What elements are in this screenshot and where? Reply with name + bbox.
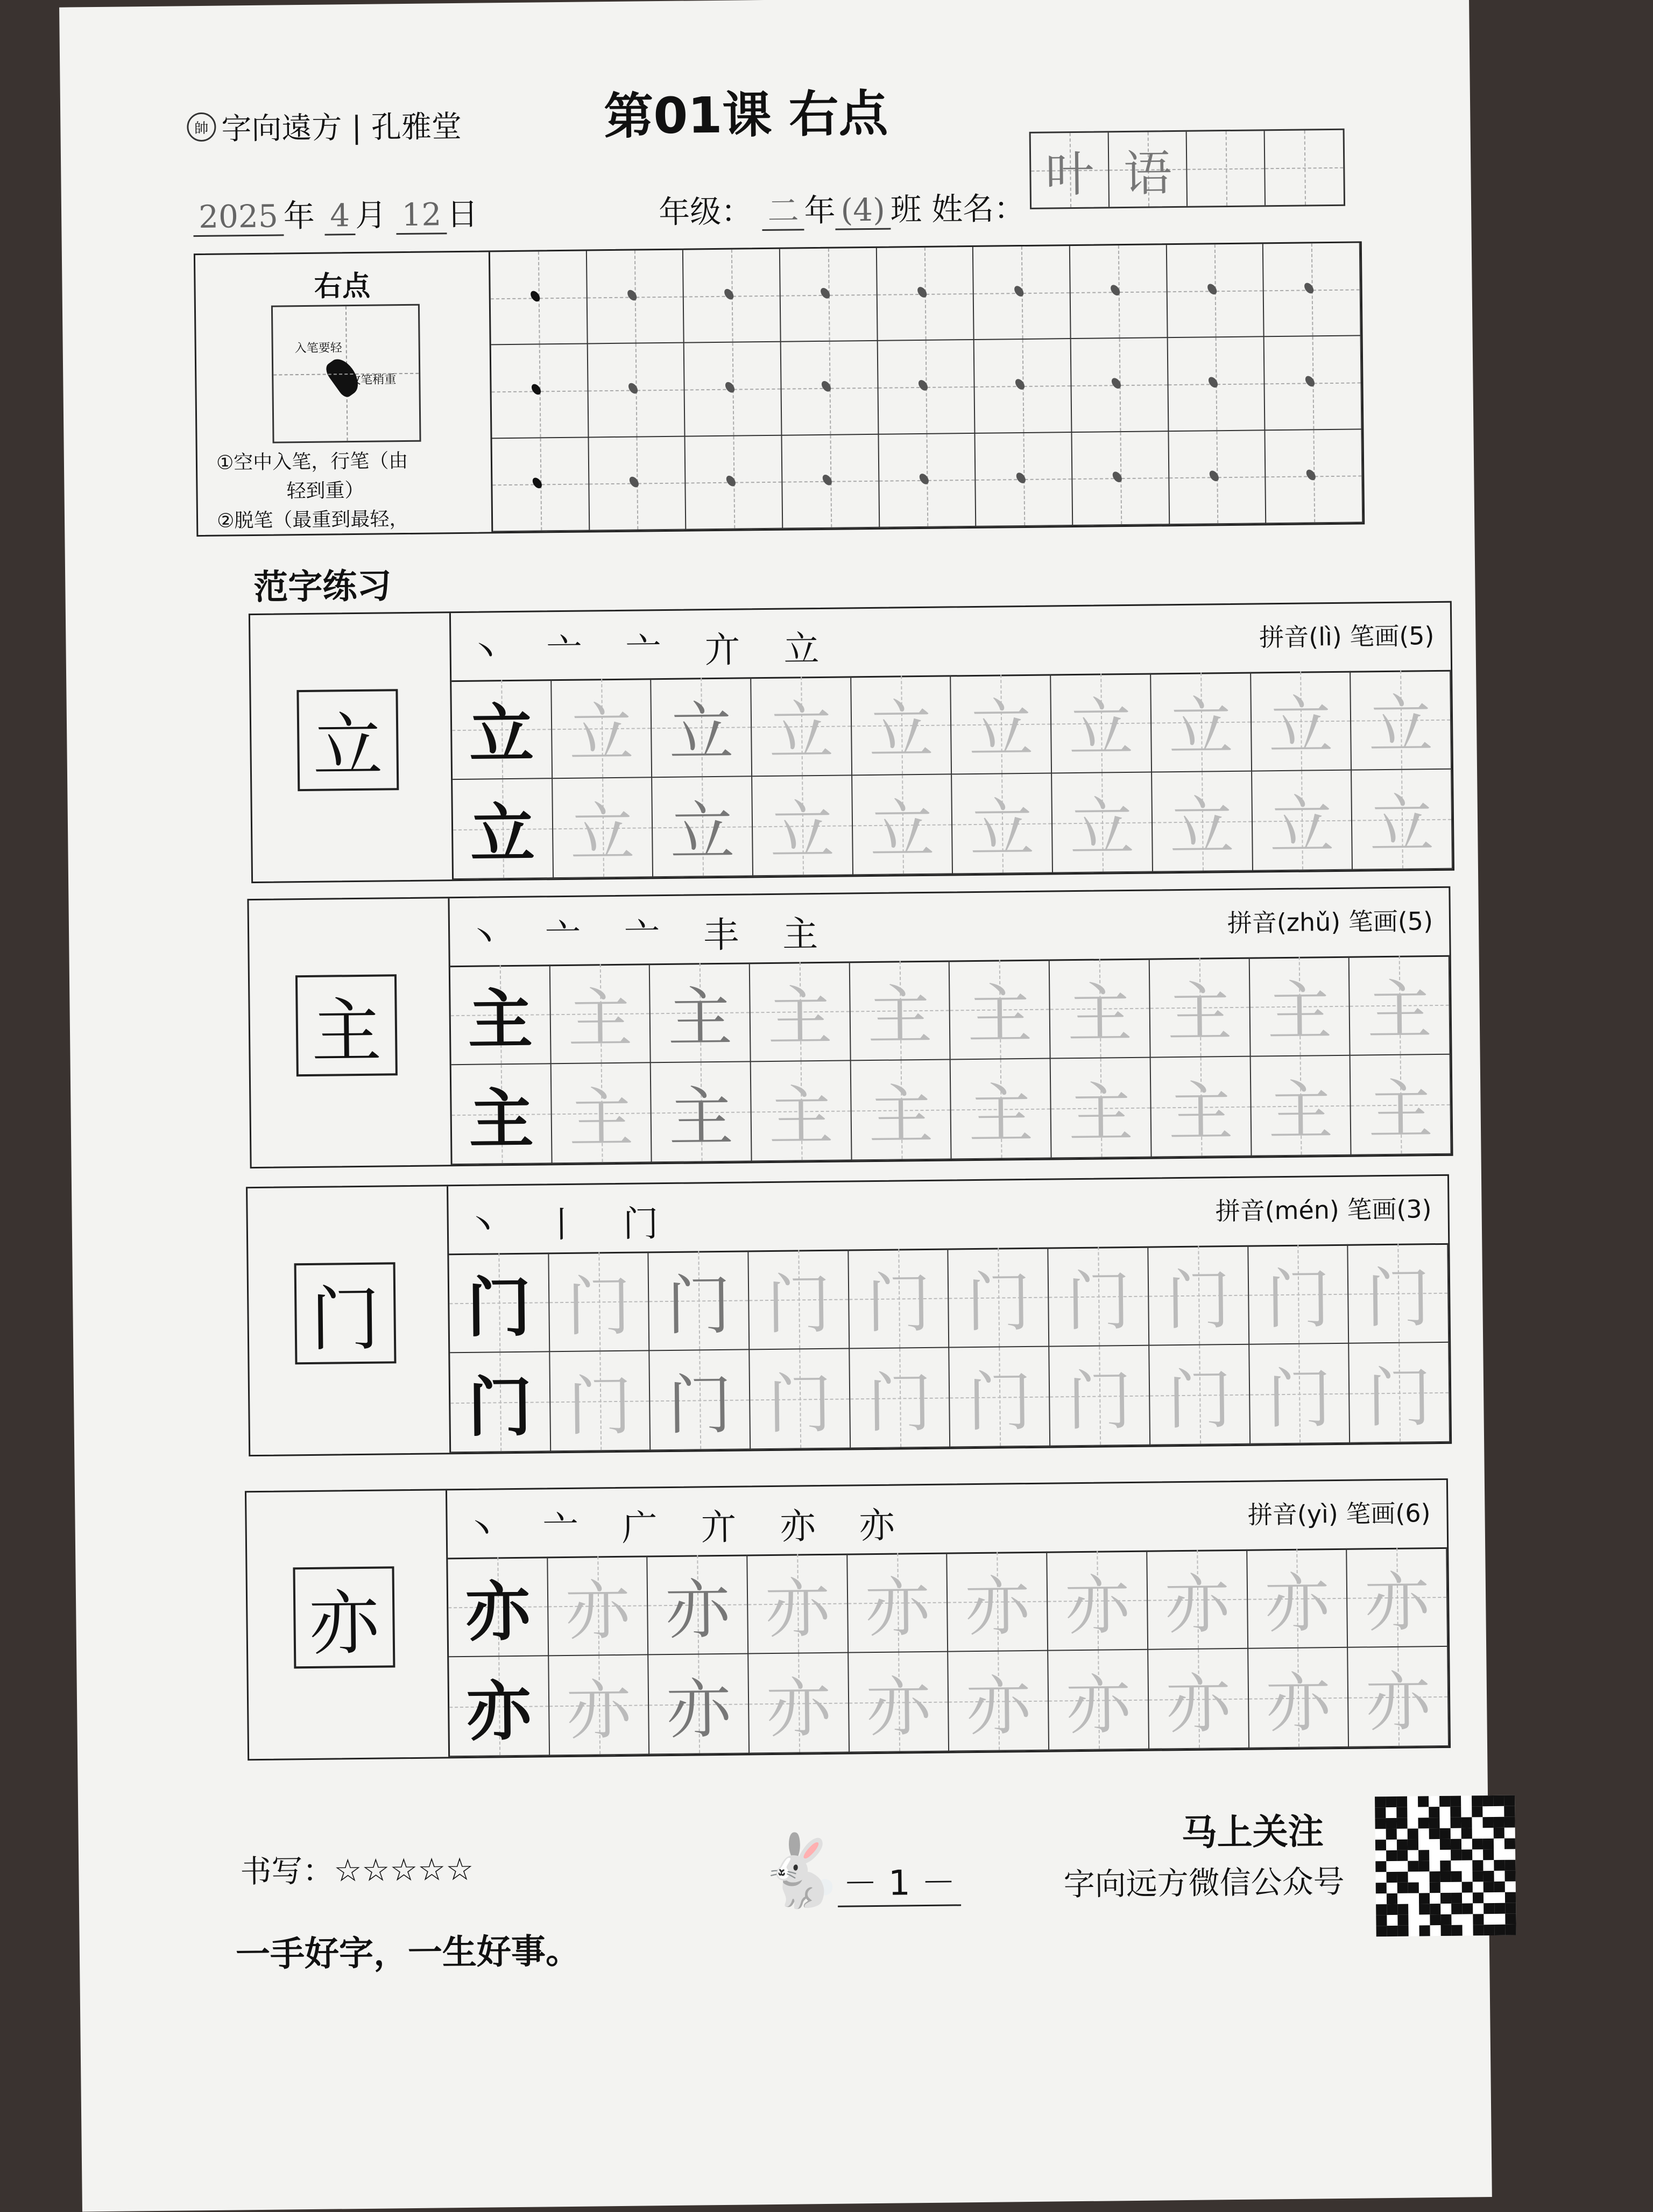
traced-char: 门: [866, 1266, 931, 1342]
traced-char: 门: [965, 1265, 1032, 1341]
traced-char: 亦: [465, 1573, 531, 1650]
traced-char: 门: [1366, 1360, 1432, 1436]
stroke-practice-section: [194, 241, 1365, 537]
traced-char: 门: [1165, 1263, 1231, 1339]
practice-cell[interactable]: [1265, 336, 1362, 431]
writing-cell[interactable]: [851, 1060, 952, 1160]
writing-cell[interactable]: [952, 773, 1054, 874]
writing-cell[interactable]: [549, 1251, 650, 1352]
writing-cell[interactable]: [1249, 956, 1351, 1057]
character-practice-area: [446, 1480, 1449, 1757]
follow-title: 马上关注: [1181, 1811, 1324, 1854]
traced-char: 亦: [1164, 1567, 1230, 1643]
worksheet-page: [59, 0, 1492, 2211]
character-practice-area: [447, 1176, 1450, 1453]
writing-cell[interactable]: [1150, 957, 1251, 1058]
writing-cell[interactable]: [751, 1061, 852, 1161]
traced-char: 立: [870, 792, 935, 868]
diagram-note-exit: 收笔稍重: [349, 373, 397, 388]
seal-icon: 帥: [187, 112, 216, 142]
traced-char: 立: [769, 793, 835, 869]
writing-cell[interactable]: [1247, 1548, 1348, 1649]
writing-cell[interactable]: [847, 1553, 949, 1653]
writing-cell[interactable]: [451, 679, 553, 780]
traced-char: 主: [1068, 1075, 1134, 1151]
writing-cell[interactable]: [1151, 672, 1252, 773]
writing-cell[interactable]: [951, 1059, 1052, 1160]
writing-cell[interactable]: [951, 674, 1052, 774]
writing-cell[interactable]: [1051, 1058, 1152, 1159]
class-label: 班 姓名：: [890, 189, 1026, 228]
writing-cell[interactable]: [950, 960, 1051, 1060]
traced-char: 主: [768, 1079, 834, 1154]
pinyin-strokes: 拼音(lì) 笔画(5): [1259, 621, 1435, 652]
writing-cell[interactable]: [1248, 1648, 1350, 1749]
writing-cell[interactable]: [1347, 1547, 1448, 1648]
model-character: 主: [295, 974, 398, 1076]
writing-cell[interactable]: [750, 961, 851, 1062]
traced-char: 亦: [565, 1573, 631, 1649]
practice-cell[interactable]: [1072, 432, 1169, 526]
writing-cell[interactable]: [453, 779, 554, 879]
writing-cell[interactable]: [852, 774, 953, 875]
writing-cell[interactable]: [1052, 773, 1153, 873]
writing-cell[interactable]: [1049, 1346, 1150, 1447]
traced-char: 亦: [766, 1671, 831, 1746]
writing-grid: [448, 1547, 1449, 1757]
character-practice-area: [449, 603, 1453, 879]
traced-char: 立: [1269, 788, 1335, 864]
model-character: 亦: [293, 1566, 395, 1668]
pinyin-strokes: 拼音(yì) 笔画(6): [1247, 1498, 1431, 1530]
traced-char: 亦: [1265, 1665, 1331, 1741]
traced-char: 主: [1067, 976, 1133, 1052]
stroke-info-panel: [195, 252, 493, 535]
writing-cell[interactable]: [850, 1348, 951, 1449]
writing-cell[interactable]: [748, 1249, 850, 1350]
name-cell: [1031, 132, 1110, 208]
traced-char: 主: [467, 981, 533, 1058]
grade-year-label: 年: [804, 192, 836, 229]
date-year-label: 年: [283, 197, 315, 235]
practice-cell[interactable]: [1169, 431, 1266, 525]
writing-cell[interactable]: [751, 676, 852, 777]
writing-cell[interactable]: [450, 1352, 551, 1453]
stroke-order-row: [448, 1176, 1448, 1255]
traced-char: 门: [767, 1366, 832, 1442]
traced-char: 主: [968, 1076, 1034, 1152]
name-cell: [1187, 131, 1266, 206]
writing-cell[interactable]: [1352, 770, 1453, 870]
traced-char: 主: [468, 1081, 534, 1158]
traced-char: 门: [1066, 1363, 1133, 1439]
traced-char: 门: [1266, 1361, 1332, 1437]
pinyin-strokes: 拼音(mén) 笔画(3): [1215, 1194, 1432, 1226]
writing-cell[interactable]: [649, 1654, 750, 1755]
writing-cell[interactable]: [650, 962, 751, 1063]
writing-cell[interactable]: [450, 964, 552, 1065]
writing-cell[interactable]: [748, 1653, 850, 1754]
traced-char: 门: [867, 1365, 933, 1441]
practice-cell[interactable]: [781, 341, 879, 435]
date-month-label: 月: [355, 196, 387, 234]
traced-char: 立: [470, 795, 535, 872]
traced-char: 亦: [466, 1673, 532, 1750]
traced-char: 门: [966, 1364, 1033, 1440]
writing-cell[interactable]: [550, 1351, 651, 1452]
writing-cell[interactable]: [1051, 673, 1152, 774]
writing-cell[interactable]: [750, 1349, 851, 1449]
writing-cell[interactable]: [1047, 1551, 1148, 1651]
writing-cell[interactable]: [649, 1250, 750, 1351]
character-block: [245, 1478, 1451, 1760]
stroke-order: 丶 亠 亠 亣 立: [467, 628, 836, 673]
stroke-order-row: [449, 888, 1449, 967]
date-line: [193, 189, 478, 237]
date-day: 12: [396, 196, 447, 235]
traced-char: 立: [569, 696, 634, 772]
diagram-note-entry: 入笔要轻: [294, 341, 342, 356]
traced-char: 主: [1368, 1072, 1433, 1148]
traced-char: 亦: [1064, 1568, 1131, 1644]
writing-cell[interactable]: [949, 1248, 1050, 1348]
traced-char: 亦: [665, 1572, 731, 1648]
traced-char: 立: [669, 794, 736, 870]
brand-name: 字向遠方 | 孔雅堂: [221, 109, 462, 147]
name-char: 叶: [1045, 146, 1094, 203]
stroke-name: 右点: [314, 270, 371, 303]
traced-char: 主: [967, 977, 1033, 1053]
writing-cell[interactable]: [949, 1651, 1050, 1752]
practice-cell[interactable]: [780, 248, 878, 342]
practice-cell[interactable]: [976, 433, 1073, 527]
writing-cell[interactable]: [747, 1554, 849, 1654]
practice-cell[interactable]: [490, 251, 588, 345]
name-char: 语: [1123, 145, 1172, 203]
stroke-tips: [216, 447, 409, 536]
tip-line: ①空中入笔，行笔（由: [216, 449, 408, 474]
writing-cell[interactable]: [652, 677, 753, 778]
writing-cell[interactable]: [553, 778, 654, 878]
writing-cell[interactable]: [551, 1063, 652, 1164]
traced-char: 立: [1068, 691, 1134, 766]
writing-cell[interactable]: [850, 960, 951, 1061]
practice-cell[interactable]: [492, 438, 590, 532]
writing-grid: [449, 1243, 1450, 1453]
traced-char: 主: [1168, 1074, 1234, 1150]
writing-cell[interactable]: [1351, 670, 1452, 771]
traced-char: 门: [667, 1368, 733, 1443]
writing-cell[interactable]: [549, 1655, 650, 1756]
practice-cell[interactable]: [782, 434, 879, 529]
writing-cell[interactable]: [1348, 1647, 1449, 1748]
traced-char: 门: [1266, 1262, 1331, 1337]
writing-cell[interactable]: [1149, 1345, 1251, 1446]
traced-char: 亦: [965, 1668, 1032, 1744]
writing-cell[interactable]: [448, 1556, 549, 1657]
practice-cell[interactable]: [1070, 245, 1168, 339]
writing-cell[interactable]: [1048, 1246, 1149, 1347]
practice-cell[interactable]: [1167, 244, 1264, 338]
practice-cell[interactable]: [878, 340, 975, 434]
practice-cell[interactable]: [588, 343, 685, 438]
writing-cell[interactable]: [1050, 959, 1151, 1059]
traced-char: 亦: [1165, 1666, 1231, 1742]
traced-char: 门: [566, 1269, 632, 1345]
traced-char: 门: [766, 1267, 832, 1343]
writing-cell[interactable]: [752, 776, 853, 876]
character-block: [249, 601, 1454, 883]
traced-char: 主: [1268, 1073, 1333, 1149]
traced-char: 主: [867, 978, 933, 1054]
grade-value: 二: [762, 192, 804, 231]
qr-code-icon: [1375, 1795, 1516, 1937]
character-block: [246, 1174, 1452, 1456]
traced-char: 立: [1268, 688, 1334, 764]
practice-cell[interactable]: [1071, 339, 1169, 433]
practice-cell[interactable]: [879, 434, 976, 528]
writing-cell[interactable]: [849, 1249, 950, 1349]
traced-char: 亦: [964, 1569, 1030, 1645]
traced-char: 亦: [765, 1571, 830, 1647]
traced-char: 主: [767, 979, 833, 1055]
traced-char: 立: [969, 791, 1035, 867]
tip-line: ②脱笔（最重到最轻，: [216, 508, 409, 532]
stroke-order: 丶 丨 门: [464, 1202, 675, 1246]
writing-cell[interactable]: [650, 1350, 751, 1450]
traced-char: 亦: [866, 1669, 931, 1745]
practice-cell[interactable]: [587, 250, 684, 344]
follow-subtitle: 字向远方微信公众号: [1063, 1863, 1345, 1903]
date-month: 4: [324, 197, 356, 236]
date-year: 2025: [193, 198, 284, 237]
writing-cell[interactable]: [1048, 1650, 1149, 1751]
section-title: 范字练习: [253, 566, 392, 608]
rating-label: 书写：: [240, 1852, 334, 1890]
practice-cell[interactable]: [1266, 429, 1363, 524]
writing-cell[interactable]: [1350, 1343, 1451, 1443]
stroke-order-row: [447, 1480, 1447, 1559]
writing-cell[interactable]: [1350, 955, 1451, 1056]
model-character: 门: [294, 1262, 397, 1364]
name-cell: [1265, 130, 1344, 206]
writing-cell[interactable]: [451, 1064, 553, 1165]
writing-cell[interactable]: [1152, 772, 1253, 872]
character-practice-area: [448, 888, 1451, 1165]
practice-cell[interactable]: [491, 344, 589, 439]
practice-cell[interactable]: [974, 339, 1072, 433]
stroke-diagram: [271, 304, 421, 443]
traced-char: 立: [768, 694, 834, 770]
rating-stars: ☆☆☆☆☆: [334, 1850, 474, 1889]
traced-char: 亦: [666, 1672, 732, 1748]
traced-char: 亦: [1364, 1565, 1430, 1640]
writing-cell[interactable]: [548, 1555, 649, 1656]
writing-cell[interactable]: [449, 1656, 550, 1757]
writing-cell[interactable]: [651, 1062, 752, 1163]
name-cell: [1109, 132, 1188, 207]
traced-char: 门: [1365, 1260, 1431, 1336]
traced-char: 立: [1368, 687, 1434, 763]
traced-char: 立: [1369, 787, 1435, 863]
writing-cell[interactable]: [1249, 1344, 1351, 1445]
rating: [240, 1844, 474, 1892]
writing-grid: [450, 955, 1452, 1165]
traced-char: 亦: [1264, 1566, 1330, 1642]
model-character: 立: [296, 689, 399, 791]
traced-char: 立: [469, 696, 534, 773]
traced-char: 立: [668, 695, 734, 771]
practice-cell[interactable]: [589, 436, 686, 531]
practice-cell[interactable]: [877, 247, 974, 341]
writing-cell[interactable]: [1251, 671, 1352, 772]
traced-char: 立: [570, 795, 635, 871]
date-day-label: 日: [447, 195, 478, 233]
stroke-order: 丶 亠 亠 丰 主: [465, 913, 835, 959]
grade-label: 年级：: [658, 193, 753, 231]
character-block: [247, 886, 1453, 1168]
writing-cell[interactable]: [1147, 1549, 1248, 1650]
traced-char: 主: [1367, 973, 1432, 1048]
traced-char: 门: [466, 1269, 532, 1346]
traced-char: 亦: [865, 1570, 930, 1646]
traced-char: 亦: [566, 1673, 632, 1749]
page-title: 第01课 右点: [603, 84, 888, 146]
writing-cell[interactable]: [950, 1347, 1051, 1448]
writing-cell[interactable]: [648, 1554, 749, 1655]
stroke-grid: [490, 243, 1363, 532]
practice-cell[interactable]: [684, 342, 782, 436]
writing-cell[interactable]: [1252, 771, 1353, 871]
traced-char: 立: [968, 692, 1034, 767]
writing-cell[interactable]: [1148, 1245, 1249, 1346]
writing-cell[interactable]: [449, 1252, 550, 1353]
traced-char: 门: [467, 1369, 533, 1446]
stroke-order: 丶 亠 广 亣 亦 亦: [463, 1504, 911, 1551]
traced-char: 立: [1069, 790, 1135, 866]
practice-cell[interactable]: [683, 249, 781, 343]
traced-char: 主: [667, 980, 733, 1056]
traced-char: 亦: [1365, 1664, 1431, 1740]
traced-char: 主: [868, 1077, 934, 1153]
traced-char: 主: [1267, 974, 1332, 1049]
traced-char: 主: [1167, 975, 1233, 1051]
traced-char: 门: [666, 1268, 732, 1344]
traced-char: 主: [668, 1080, 734, 1156]
practice-cell[interactable]: [686, 435, 783, 530]
grade-line: [659, 183, 1026, 232]
writing-cell[interactable]: [1151, 1057, 1252, 1158]
name-grid: [1029, 129, 1345, 209]
writing-cell[interactable]: [1351, 1055, 1452, 1156]
class-value: (4): [835, 192, 891, 230]
traced-char: 门: [1065, 1264, 1132, 1340]
traced-char: 立: [868, 693, 934, 769]
brand-logo: [187, 103, 462, 149]
writing-cell[interactable]: [653, 777, 754, 877]
practice-cell[interactable]: [973, 246, 1071, 340]
page-number: － 1 －: [837, 1855, 961, 1907]
traced-char: 门: [567, 1369, 633, 1445]
writing-cell[interactable]: [1148, 1649, 1249, 1750]
writing-cell[interactable]: [1248, 1244, 1350, 1345]
rabbit-icon: 🐇: [756, 1829, 845, 1912]
traced-char: 立: [1169, 789, 1235, 865]
traced-char: 主: [568, 1081, 634, 1157]
writing-cell[interactable]: [849, 1652, 950, 1753]
stroke-order-row: [451, 603, 1451, 682]
writing-cell[interactable]: [552, 678, 653, 779]
writing-cell[interactable]: [550, 963, 651, 1064]
practice-cell[interactable]: [1263, 243, 1361, 337]
writing-cell[interactable]: [1348, 1243, 1450, 1344]
pinyin-strokes: 拼音(zhǔ) 笔画(5): [1227, 906, 1433, 938]
writing-cell[interactable]: [1251, 1056, 1352, 1157]
writing-cell[interactable]: [851, 675, 952, 776]
writing-grid: [451, 670, 1453, 879]
traced-char: 亦: [1065, 1667, 1131, 1743]
writing-cell[interactable]: [948, 1552, 1049, 1652]
traced-char: 门: [1167, 1362, 1232, 1438]
tip-line: 轻到重）: [286, 479, 364, 503]
traced-char: 主: [567, 981, 633, 1057]
motto: 一手好字，一生好事。: [235, 1931, 581, 1975]
traced-char: 立: [1168, 689, 1234, 765]
practice-cell[interactable]: [1168, 337, 1265, 432]
